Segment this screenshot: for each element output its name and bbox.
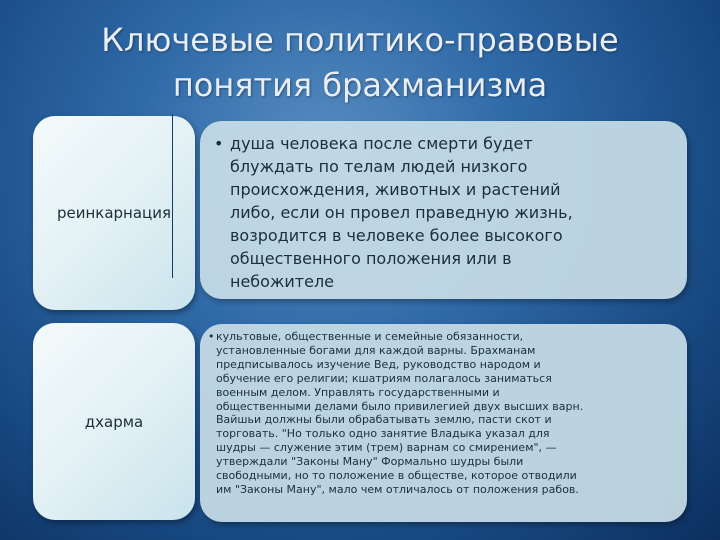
definition-box-dharma — [200, 324, 687, 522]
definition-text — [230, 132, 573, 293]
definition-bullet-item — [214, 132, 671, 293]
definition-line: общественными делами было привилегией двух высших варн. — [216, 399, 584, 413]
bullet-marker: • — [208, 330, 215, 343]
definition-box-reincarnation — [200, 121, 687, 299]
definition-line: либо, если он провел праведную жизнь, — [230, 203, 573, 222]
definition-line: душа человека после смерти будет — [230, 134, 533, 153]
term-label-dharma: дхарма — [84, 412, 144, 431]
definition-line: общественного положения или в — [230, 249, 512, 268]
definition-line: блуждать по телам людей низкого — [230, 157, 528, 176]
definition-line: небожителе — [230, 272, 335, 291]
bullet-marker: • — [214, 134, 224, 153]
term-label-reincarnation: реинкарнация — [56, 204, 172, 222]
definition-line: утверждали "Законы Ману" Формально шудры были — [216, 455, 524, 469]
definition-line: возродится в человеке более высокого — [230, 226, 563, 245]
definition-line: свободными, но то положение в обществе, которое отводили — [216, 469, 577, 483]
definition-line: им "Законы Ману", мало чем отличалось от положения рабов. — [216, 482, 579, 496]
definition-line: предписывалось изучение Вед, руководство народом и — [216, 357, 541, 371]
slide-number: 2 — [664, 497, 671, 510]
definition-line: шудры — служение этим (трем) варнам со смирением", — — [216, 441, 557, 455]
definition-line: обучение его религии; кшатриям полагалось заниматься — [216, 371, 552, 385]
slide-title-line-1: Ключевые политико-правовые — [101, 21, 619, 59]
definition-text — [216, 330, 583, 497]
definition-line: установленные богами для каждой варны. Брахманам — [216, 343, 536, 357]
definition-line: военным делом. Управлять государственными и — [216, 385, 500, 399]
definition-line: происхождения, животных и растений — [230, 180, 561, 199]
definition-line: торговать. "Но только одно занятие Владыка указал для — [216, 427, 550, 441]
definition-bullet-item — [208, 330, 675, 497]
divider-line — [172, 114, 173, 278]
term-box-reincarnation — [33, 116, 195, 310]
term-box-dharma — [33, 323, 195, 520]
definition-line: культовые, общественные и семейные обязанности, — [216, 330, 524, 343]
slide-title-line-2: понятия брахманизма — [172, 66, 548, 104]
definition-line: Вайшьи должны были обрабатывать землю, пасти скот и — [216, 413, 552, 427]
slide-title — [40, 18, 680, 108]
